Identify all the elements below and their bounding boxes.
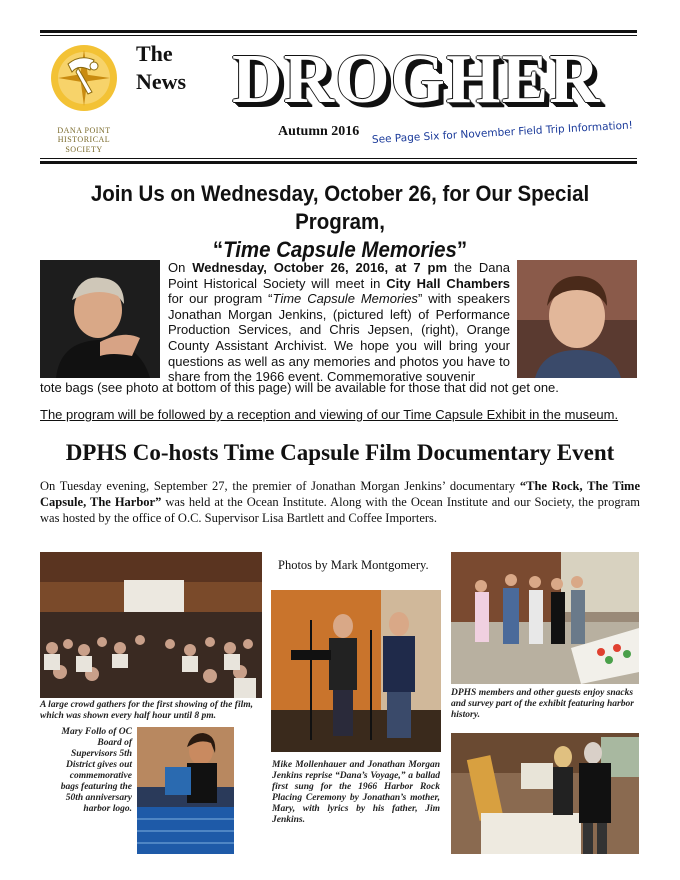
- society-logo: [48, 42, 120, 154]
- program-intro-text: [168, 260, 510, 385]
- field-trip-tagline: See Page Six for November Field Trip Information!: [371, 119, 634, 146]
- the-news-label: [136, 40, 186, 96]
- exhibit-photo: [451, 733, 639, 854]
- reception-note: The program will be followed by a reception and viewing of our Time Capsule Exhibit in the museum.: [40, 407, 619, 422]
- crowd-photo-caption: A large crowd gathers for the first showing of the film, which was shown every half hour until 8 pm.: [40, 700, 253, 721]
- documentary-title: “The Rock, The Time Capsule, The Harbor”: [40, 479, 640, 509]
- the-word: The: [136, 41, 173, 66]
- headline-close-quote: ”: [456, 237, 468, 262]
- mary-follo-caption: Mary Follo of OC Board of Supervisors 5th District gives out commemorative bags featuring the 50th anniversary harbor logo.: [60, 727, 132, 814]
- speaker-photo-jenkins: [40, 260, 160, 378]
- section-text-2: was held at the Ocean Institute. Along with the Ocean Institute and our Society, the program was hosted by the office of O.C. Supervisor Lisa Bartlett and Coffee Importers.: [40, 495, 641, 525]
- masthead-bottom-rule: [40, 158, 637, 159]
- speaker-photo-jepsen: [517, 260, 637, 378]
- headline-program-title: Time Capsule Memories: [223, 237, 457, 262]
- headline-line-1: Join Us on Wednesday, October 26, for Our Special Program,: [90, 181, 590, 234]
- intro-text-1: On: [168, 260, 193, 275]
- headline-open-quote: “: [212, 237, 224, 262]
- crowd-photo: [40, 552, 262, 698]
- newsletter-title: DROGHER: [232, 41, 601, 118]
- program-headline: [61, 180, 619, 264]
- intro-program-title: Time Capsule Memories: [272, 291, 418, 307]
- masthead-top-rule: [40, 30, 637, 33]
- compass-figure-icon: [48, 42, 120, 122]
- intro-continued-text: tote bags (see photo at bottom of this page) will be available for those that did not get one.: [40, 380, 559, 395]
- logo-line-1: DANA POINT: [57, 126, 111, 135]
- intro-date: Wednesday, October 26, 2016, at 7 pm: [192, 260, 448, 275]
- intro-text-3: for our program “: [168, 291, 273, 307]
- logo-line-3: SOCIETY: [65, 145, 103, 154]
- intro-venue: City Hall Chambers: [386, 275, 511, 291]
- news-word: News: [136, 69, 187, 94]
- photo-credit: Photos by Mark Montgomery.: [278, 558, 429, 572]
- edition-label: Autumn 2016: [278, 124, 360, 139]
- snacks-photo: [451, 552, 639, 684]
- masthead-bottom-thick-rule: [40, 161, 637, 164]
- musicians-photo: [271, 590, 441, 752]
- section-text-1: On Tuesday evening, September 27, the premier of Jonathan Morgan Jenkins’ documentary: [40, 479, 520, 493]
- section-heading: DPHS Co-hosts Time Capsule Film Documentary Event: [65, 440, 615, 465]
- snacks-photo-caption: DPHS members and other guests enjoy snacks and survey part of the exhibit featuring harbor history.: [451, 688, 634, 720]
- musicians-photo-caption: Mike Mollenhauer and Jonathan Morgan Jenkins reprise “Dana’s Voyage,” a ballad first sung for the 1966 Harbor Rock Placing Ceremony by Jonathan’s mother, Mary, with lyrics by his father, Jim Jenkins.: [272, 760, 440, 825]
- tote-bags-photo: [137, 727, 234, 854]
- logo-line-2: HISTORICAL: [57, 135, 111, 144]
- section-body-text: [40, 478, 640, 526]
- intro-text-2: the Dana Point Historical Society will meet in: [168, 260, 510, 291]
- masthead-top-thin-rule: [40, 35, 637, 36]
- intro-text-4: ” with speakers Jonathan Morgan Jenkins, (pictured left) of Performance Production Services, and Chris Jepsen, (right), Orange County Assistant Archivist. We hope you will bring your questions as well as any memories and photos you have to share from the 1966 event. Commemorative souvenir: [168, 291, 511, 385]
